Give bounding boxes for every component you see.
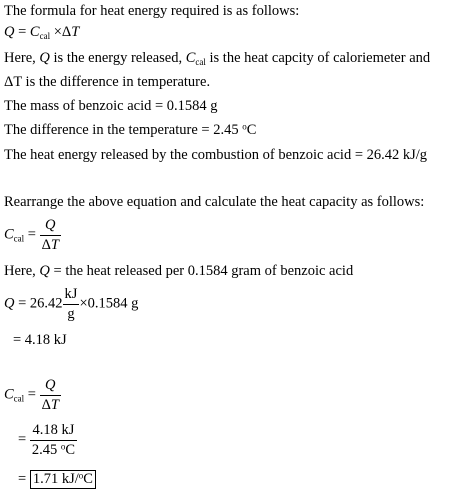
definition-c: C xyxy=(185,50,196,66)
ccal2-equals: = xyxy=(24,386,40,403)
ccal2-delta: Δ xyxy=(41,396,51,413)
ccal2-cal-sub: cal xyxy=(13,393,25,404)
final-answer-value: 1.71 kJ/ xyxy=(32,471,79,487)
substitution-den-degree: o xyxy=(60,441,66,452)
formula-equals: = xyxy=(18,24,27,40)
ccal1-fraction xyxy=(40,218,61,252)
ccal1-equals: = xyxy=(24,226,40,243)
temperature-line xyxy=(4,123,256,138)
final-answer-line xyxy=(18,470,96,489)
formula-times: × xyxy=(53,24,62,40)
heat-formula xyxy=(4,25,79,40)
rearrange-text: Rearrange the above equation and calculate the heat capacity as follows: xyxy=(4,194,425,210)
substitution-equals: = xyxy=(18,431,27,448)
definition-cal-sub: cal xyxy=(195,57,206,68)
q-definition-line xyxy=(4,264,353,279)
q-def-here: Here, xyxy=(4,263,40,279)
definition-q: Q xyxy=(39,50,50,66)
qcalc-fraction xyxy=(63,287,80,321)
ccal1-c: C xyxy=(4,226,14,243)
substitution-numerator: 4.18 kJ xyxy=(32,422,75,438)
definition-line-1 xyxy=(4,51,430,66)
substitution-den-value: 2.45 xyxy=(31,441,61,458)
final-answer-unit: C xyxy=(83,471,93,487)
heat-released-line: The heat energy released by the combustion of benzoic acid = 26.42 kJ/g xyxy=(4,147,428,163)
q-def-q: Q xyxy=(39,263,50,279)
final-answer-degree: o xyxy=(78,470,84,481)
q-calculation xyxy=(4,287,138,321)
final-answer-box xyxy=(30,470,96,489)
ccal2-numerator: Q xyxy=(45,377,56,393)
ccal1-delta: Δ xyxy=(41,236,51,253)
ccal-substitution xyxy=(18,423,77,457)
definition-line-2: ΔT is the difference in temperature. xyxy=(4,74,211,90)
ccal1-t: T xyxy=(50,236,59,253)
formula-t: T xyxy=(71,24,80,40)
temperature-text: The difference in the temperature = 2.45 xyxy=(4,122,243,138)
q-def-text: = the heat released per 0.1584 gram of benzoic acid xyxy=(49,263,354,279)
definition-text-a: is the energy released, xyxy=(49,50,186,66)
qcalc-value: = 26.42 xyxy=(14,295,63,312)
definition-here: Here, xyxy=(4,50,40,66)
temperature-degree: o xyxy=(242,121,247,132)
ccal2-c: C xyxy=(4,386,14,403)
formula-q: Q xyxy=(4,24,15,40)
mass-line: The mass of benzoic acid = 0.1584 g xyxy=(4,98,218,114)
qcalc-multiplier: ×0.1584 g xyxy=(79,295,139,312)
final-equals: = xyxy=(18,471,27,487)
ccal2-t: T xyxy=(50,396,59,413)
formula-c: C xyxy=(29,24,40,40)
intro-text: The formula for heat energy required is as follows: xyxy=(4,3,300,19)
ccal1-numerator: Q xyxy=(45,217,56,233)
q-result: = 4.18 kJ xyxy=(13,332,67,348)
ccal1-cal-sub: cal xyxy=(13,233,25,244)
formula-delta: Δ xyxy=(61,24,72,40)
ccal2-fraction xyxy=(40,378,61,412)
qcalc-q: Q xyxy=(4,295,15,312)
qcalc-numerator: kJ xyxy=(64,286,78,302)
definition-text-b: is the heat capcity of caloriemeter and xyxy=(205,50,431,66)
substitution-denominator xyxy=(30,440,77,458)
formula-cal-sub: cal xyxy=(39,31,51,42)
substitution-den-unit: C xyxy=(65,441,75,458)
ccal-equation-2 xyxy=(4,378,61,412)
temperature-unit: C xyxy=(246,122,257,138)
ccal-equation-1 xyxy=(4,218,61,252)
substitution-fraction xyxy=(30,423,77,457)
qcalc-denominator: g xyxy=(63,304,80,322)
